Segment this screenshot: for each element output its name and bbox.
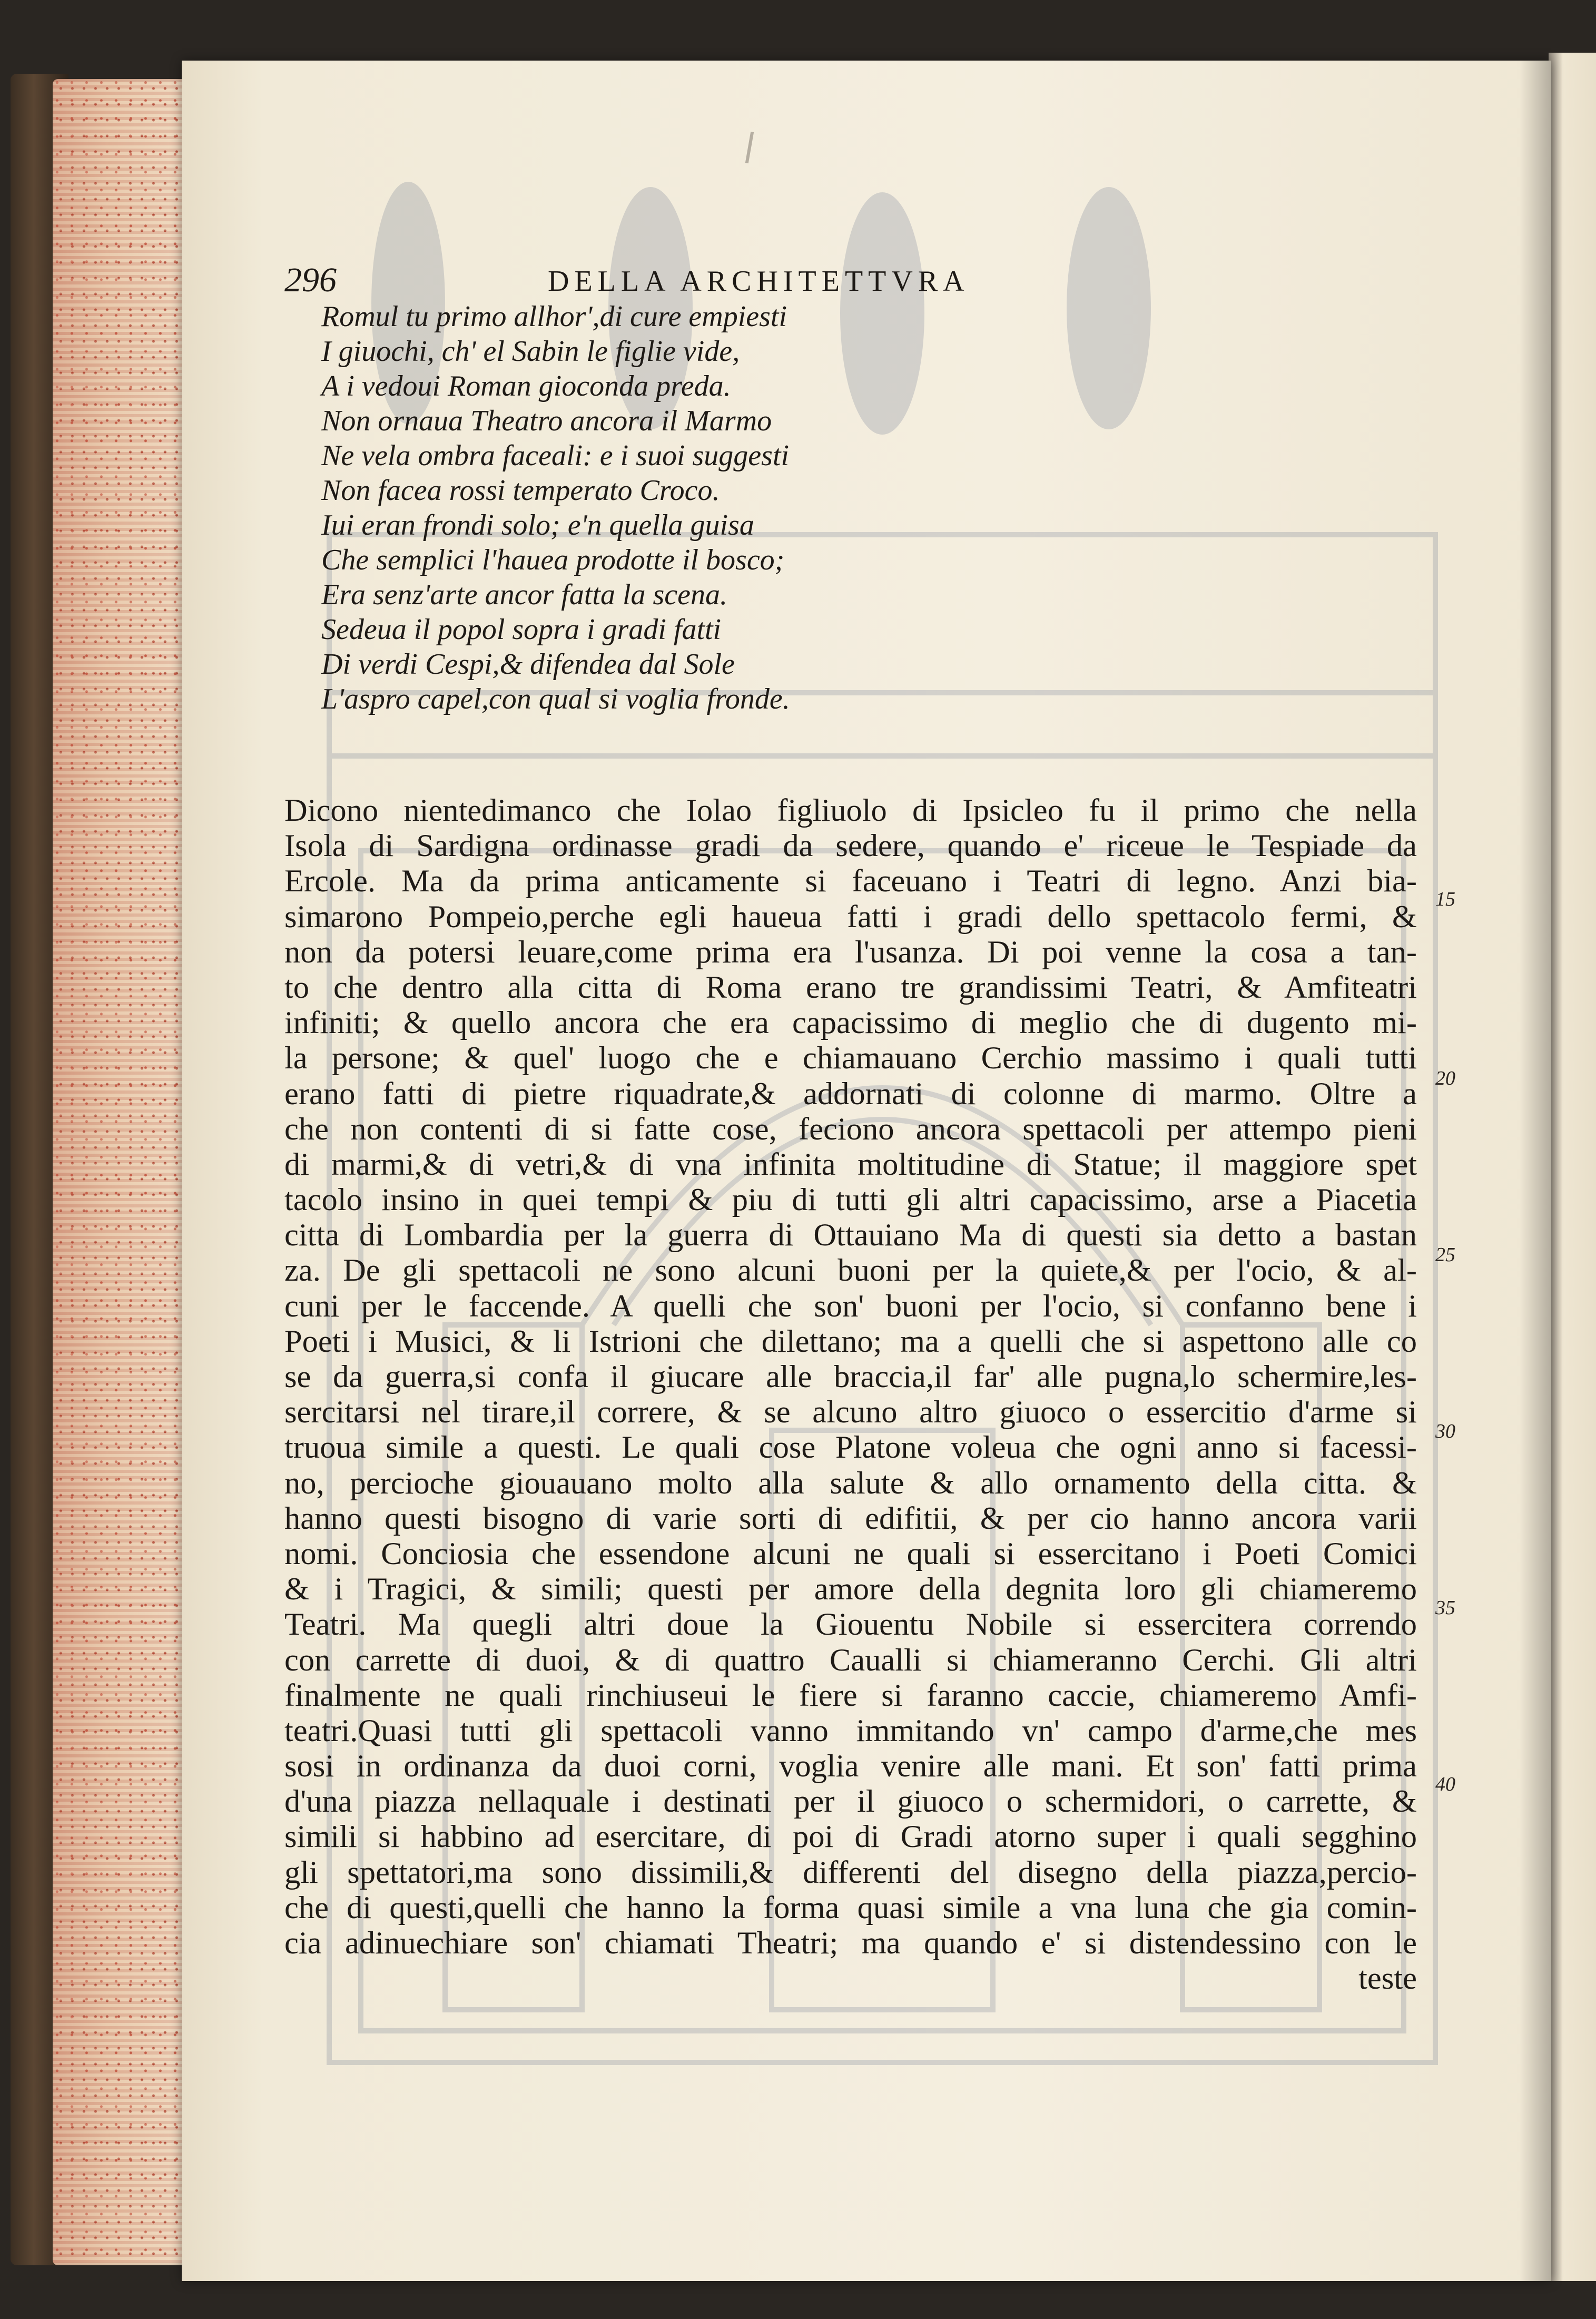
prose-line: che di questi,quelli che hanno la forma quasi simile a vna luna che gia comin- [284,1890,1417,1925]
verse-line: Iui eran frondi solo; e'n quella guisa [321,509,754,542]
prose-line: teste [1358,1961,1417,1997]
line-number-marginal: 30 [1435,1420,1455,1442]
line-number-marginal: 35 [1435,1597,1455,1619]
prose-line: infiniti; & quello ancora che era capacissimo di meglio che di dugento mi- [284,1005,1417,1041]
verse-line: Non facea rossi temperato Croco. [321,474,720,507]
verse-line: L'aspro capel,con qual si voglia fronde. [321,683,790,715]
prose-line: & i Tragici, & simili; questi per amore della degnita loro gli chiameremo [284,1571,1417,1607]
prose-line: truoua simile a questi. Le quali cose Platone voleua che ogni anno si facessi- [284,1430,1417,1466]
facing-page-edge [1549,53,1596,2281]
prose-line: teatri.Quasi tutti gli spettacoli vanno immitando vn' campo d'arme,che mes [284,1713,1417,1748]
prose-block [284,793,1417,1996]
prose-line: simili si habbino ad esercitare, di poi di Gradi atorno super i quali segghino [284,1819,1417,1855]
line-number-marginal: 20 [1435,1067,1455,1089]
prose-line: hanno questi bisogno di varie sorti di edifitii, & per cio hanno ancora varii [284,1500,1417,1536]
prose-line: di marmi,& di vetri,& di vna infinita moltitudine di Statue; il maggiore spet [284,1146,1417,1182]
verse-line: Di verdi Cespi,& difendea dal Sole [321,648,735,681]
prose-line: Isola di Sardigna ordinasse gradi da sedere, quando e' riceue le Tespiade da [284,828,1417,864]
prose-line: cia adinuechiare son' chiamati Theatri; ma quando e' si distendessino con le [284,1925,1417,1961]
prose-line: simarono Pompeio,perche egli haueua fatti i gradi dello spettacolo fermi, & [284,899,1417,935]
prose-line: Ercole. Ma da prima anticamente si faceuano i Teatri di legno. Anzi bia- [284,863,1417,899]
verse-line: I giuochi, ch' el Sabin le figlie vide, [321,335,740,368]
prose-line: che non contenti di si fatte cose, feciono ancora spettacoli per attempo pieni [284,1111,1417,1147]
prose-line: za. De gli spettacoli ne sono alcuni buoni per la quiete,& per l'ocio, & al- [284,1253,1417,1289]
page-number: 296 [284,261,337,299]
verse-line: Romul tu primo allhor',di cure empiesti [321,300,787,333]
prose-line: nomi. Conciosia che essendone alcuni ne quali si essercitano i Poeti Comici [284,1536,1417,1571]
verse-line: Sedeua il popol sopra i gradi fatti [321,613,722,646]
line-number-marginal: 25 [1435,1244,1455,1266]
prose-line: tacolo insino in quei tempi & piu di tutti gli altri capacissimo, arse a Piacetia [284,1182,1417,1218]
prose-line: sercitarsi nel tirare,il correre, & se alcuno altro giuoco o essercitio d'arme si [284,1394,1417,1430]
line-number-marginal: 40 [1435,1773,1455,1795]
prose-line: non da potersi leuare,come prima era l'usanza. Di poi venne la cosa a tan- [284,934,1417,970]
prose-line: citta di Lombardia per la guerra di Ottauiano Ma di questi sia detto a bastan [284,1217,1417,1253]
prose-line: finalmente ne quali rinchiuseui le fiere si faranno caccie, chiameremo Amfi- [284,1677,1417,1713]
verse-line: Che semplici l'hauea prodotte il bosco; [321,544,785,576]
verse-line: Ne vela ombra faceali: e i suoi suggesti [321,439,790,472]
prose-line: Poeti i Musici, & li Istrioni che dilettano; ma a quelli che si aspettono alle co [284,1323,1417,1359]
verse-line: A i vedoui Roman gioconda preda. [321,370,731,402]
prose-line: erano fatti di pietre riquadrate,& addornati di colonne di marmo. Oltre a [284,1076,1417,1112]
line-number-marginal: 15 [1435,888,1455,910]
prose-line: Teatri. Ma quegli altri doue la Giouentu Nobile si essercitera correndo [284,1607,1417,1643]
verse-line: Era senz'arte ancor fatta la scena. [321,578,728,611]
prose-line: to che dentro alla citta di Roma erano tre grandissimi Teatri, & Amfiteatri [284,969,1417,1005]
prose-line: con carrette di duoi, & di quattro Caualli si chiameranno Cerchi. Gli altri [284,1642,1417,1678]
running-head: DELLA ARCHITETTVRA [548,265,970,298]
prose-line: la persone; & quel' luogo che e chiamauano Cerchio massimo i quali tutti [284,1040,1417,1076]
prose-line: se da guerra,si confa il giucare alle braccia,il far' alle pugna,lo schermire,les- [284,1359,1417,1394]
page-gutter-shadow [1520,61,1551,2281]
verse-line: Non ornaua Theatro ancora il Marmo [321,405,772,437]
prose-line: cuni per le faccende. A quelli che son' buoni per l'ocio, si confanno bene i [284,1288,1417,1324]
verse-block [321,299,953,716]
prose-line: d'una piazza nellaquale i destinati per il giuoco o schermidori, o carrette, & [284,1784,1417,1820]
prose-line: no, percioche giouauano molto alla salute & allo ornamento della citta. & [284,1465,1417,1501]
prose-line: Dicono nientedimanco che Iolao figliuolo di Ipsicleo fu il primo che nella [284,793,1417,828]
book-fore-edge [53,79,190,2265]
prose-line: sosi in ordinanza da duoi corni, voglia venire alle mani. Et son' fatti prima [284,1748,1417,1784]
prose-line: gli spettatori,ma sono dissimili,& differenti del disegno della piazza,percio- [284,1854,1417,1890]
